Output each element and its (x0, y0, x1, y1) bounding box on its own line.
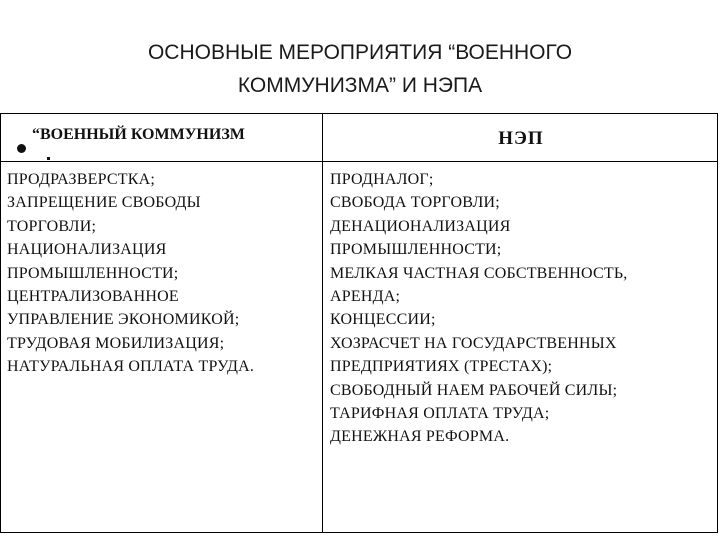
list-item: ПРОДНАЛОГ; (330, 171, 434, 188)
column-divider (322, 114, 323, 532)
list-item: СВОБОДА ТОРГОВЛИ; (330, 194, 500, 212)
list-item: ПРОМЫШЛЕННОСТИ; (7, 264, 179, 282)
list-item: ТРУДОВАЯ МОБИЛИЗАЦИЯ; (7, 334, 225, 352)
title-line-1: ОСНОВНЫЕ МЕРОПРИЯТИЯ “ВОЕННОГО (147, 41, 573, 64)
list-item: ЗАПРЕЩЕНИЕ СВОБОДЫ (7, 194, 201, 212)
dot-mark (47, 157, 50, 160)
list-item: КОНЦЕССИИ; (330, 311, 436, 329)
slide-title (0, 36, 720, 102)
list-item: АРЕНДА; (330, 287, 401, 305)
war-communism-list (7, 168, 254, 379)
list-item: СВОБОДНЫЙ НАЕМ РАБОЧЕЙ СИЛЫ; (330, 381, 618, 399)
list-item: НАТУРАЛЬНАЯ ОПЛАТА ТРУДА. (7, 358, 255, 376)
comparison-table (0, 113, 718, 533)
list-item: ТАРИФНАЯ ОПЛАТА ТРУДА; (330, 404, 550, 422)
header-nep: НЭП (498, 128, 544, 149)
nep-list (330, 168, 627, 449)
list-item: МЕЛКАЯ ЧАСТНАЯ СОБСТВЕННОСТЬ, (330, 264, 628, 282)
title-line-2: КОММУНИЗМА” И НЭПА (237, 74, 483, 97)
bullet-icon (17, 144, 26, 153)
list-item: УПРАВЛЕНИЕ ЭКОНОМИКОЙ; (7, 311, 240, 329)
header-divider (1, 161, 717, 162)
list-item: НАЦИОНАЛИЗАЦИЯ (7, 241, 167, 259)
list-item: ДЕНАЦИОНАЛИЗАЦИЯ (330, 217, 511, 235)
list-item: ТОРГОВЛИ; (7, 217, 97, 235)
list-item: ДЕНЕЖНАЯ РЕФОРМА. (330, 428, 510, 446)
list-item: ПРОДРАЗВЕРСТКА; (7, 171, 155, 188)
list-item: ПРЕДПРИЯТИЯХ (ТРЕСТАХ); (330, 358, 553, 376)
header-war-communism: “ВОЕННЫЙ КОММУНИЗМ (32, 126, 245, 143)
list-item: ПРОМЫШЛЕННОСТИ; (330, 241, 502, 259)
list-item: ХОЗРАСЧЕТ НА ГОСУДАРСТВЕННЫХ (330, 334, 617, 352)
list-item: ЦЕНТРАЛИЗОВАННОЕ (7, 287, 179, 305)
